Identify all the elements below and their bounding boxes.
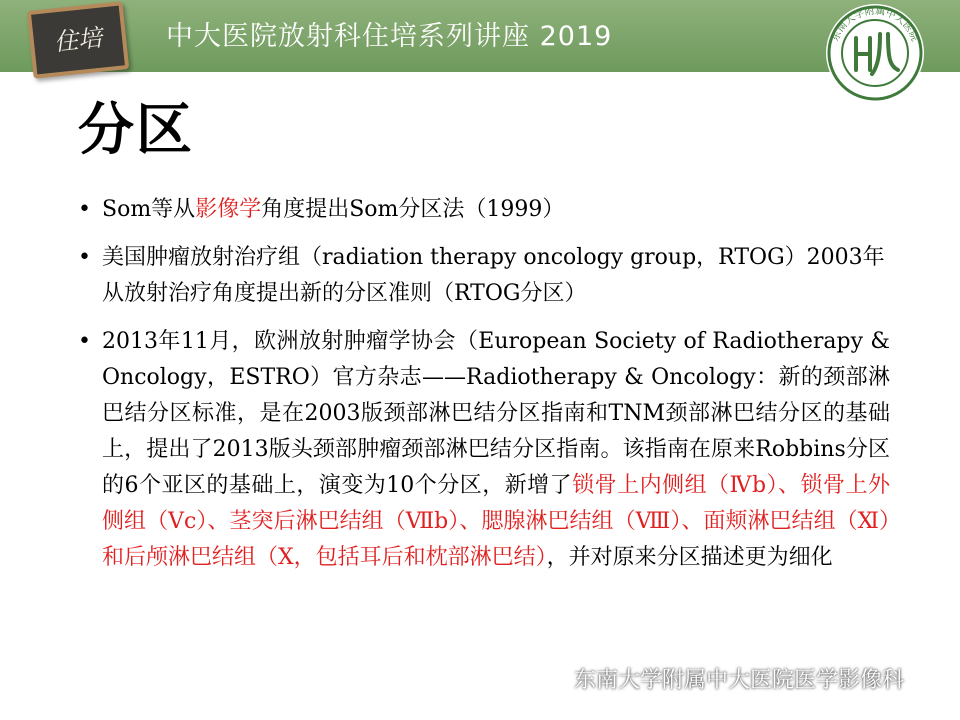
bullet-text: ，并对原来分区描述更为细化 [546,545,833,570]
slide-title: 分区 [78,98,194,163]
bullet-highlight: 锁骨上内侧组（Ⅳb）、锁骨上外侧组（Ⅴc）、茎突后淋巴结组（Ⅶb）、腮腺淋巴结组（Ⅷ）、面颊淋巴结组（Ⅺ）和后颅淋巴结组（Ⅹ，包括耳后和枕部淋巴结） [102,473,890,570]
bullet-item [78,240,890,312]
bullet-highlight: 影像学 [195,197,262,222]
bullet-dot-icon: • [78,245,91,270]
zhupei-badge: 住培 [27,1,130,79]
bullet-dot-icon: • [78,329,91,354]
bullet-text: 2013年11月，欧洲放射肿瘤学协会（European Society of Radiotherapy & Oncology，ESTRO）官方杂志——Radiotherapy & Oncology：新的颈部淋巴结分区标准，是在2003版颈部淋巴结分区指南和TNM颈部淋巴结分区的基础上，提出了2013版头颈部肿瘤颈部淋巴结分区指南。该指南在原来Robbins分区的6个亚区的基础上，演变为10个分区，新增了 [102,329,890,498]
watermark-text: 东南大学附属中大医院医学影像科 [574,668,905,693]
bullet-text: Som等从 [102,197,196,222]
bullet-text: 美国肿瘤放射治疗组（radiation therapy oncology group，RTOG）2003年从放射治疗角度提出新的分区准则（RTOG分区） [102,245,885,306]
seal-text: 东南大学附属中大医院 [829,5,921,44]
bullet-item [78,192,890,228]
bullet-list [78,192,890,588]
bullet-dot-icon: • [78,197,91,222]
watermark [534,660,944,700]
hospital-seal-icon [826,4,924,102]
bullet-text: 角度提出Som分区法（1999） [261,197,565,222]
bullet-item [78,324,890,576]
series-title: 中大医院放射科住培系列讲座 2019 [166,21,613,52]
header-bar [0,0,960,72]
wechat-icon [534,660,568,702]
